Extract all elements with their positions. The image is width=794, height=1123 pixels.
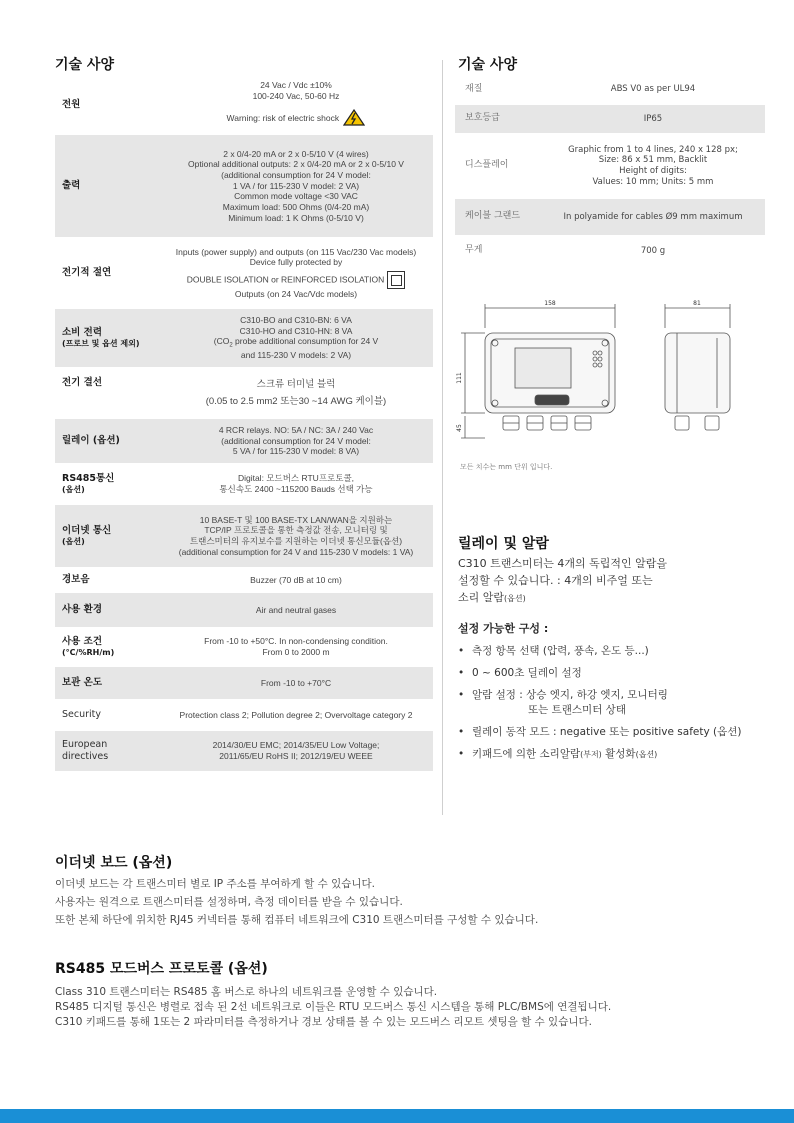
spec-label: 전원: [55, 76, 159, 134]
spec-value: (0.05 to 2.5 mm2 또는30 ~14 AWG 케이블): [205, 396, 387, 407]
paragraph-line: C310 키패드를 통해 1또는 2 파라미터를 측정하거나 경보 상태를 볼 수 있는 모드버스 리모트 셋팅을 할 수 있습니다.: [55, 1016, 592, 1029]
left-section-title: 기술 사양: [55, 57, 114, 73]
paragraph-line: 이더넷 보드는 각 트랜스미터 별로 IP 주소를 부여하게 할 수 있습니다.: [55, 878, 376, 890]
spec-value: (additional consumption for 24 V and 115-230 V models: 1 VA): [178, 546, 414, 557]
spec-value: (additional consumption for 24 V model:: [221, 435, 371, 446]
spec-label: 이더넷 통신: [62, 525, 112, 537]
spec-row-relay: [55, 418, 433, 464]
spec-value: Maximum load: 500 Ohms (0/4-20 mA): [222, 201, 370, 212]
spec-label: 재질: [455, 76, 541, 104]
spec-value: Values: 10 mm; Units: 5 mm: [592, 176, 714, 187]
config-title: 설정 가능한 구성 :: [458, 622, 549, 635]
spec-value: ABS V0 as per UL94: [541, 76, 765, 104]
spec-value: Graphic from 1 to 4 lines, 240 x 128 px;: [568, 144, 738, 155]
spec-label: 릴레이 (옵션): [55, 418, 159, 464]
spec-label: European directives: [55, 730, 159, 772]
technical-drawing: [455, 298, 765, 448]
spec-row-isolation: [55, 238, 433, 308]
dim-depth-label: 81: [693, 300, 701, 307]
spec-value: probe additional consumption for 24 V: [232, 336, 379, 347]
spec-value: 4 RCR relays. NO: 5A / NC: 3A / 240 Vac: [218, 425, 374, 436]
spec-row-weight: [455, 236, 765, 266]
spec-label: 출력: [55, 134, 159, 238]
spec-label: 경보음: [55, 568, 159, 592]
spec-row-gland: [455, 198, 765, 236]
spec-value: Height of digits:: [619, 166, 687, 176]
spec-value: (CO: [213, 336, 230, 347]
spec-row-material: [455, 76, 765, 104]
list-item-text: 활성화: [601, 747, 636, 760]
spec-row-alarm: [55, 568, 433, 592]
config-list: [458, 644, 778, 769]
dim-height-label: 111: [456, 372, 463, 384]
spec-value: Inputs (power supply) and outputs (on 115 Vac/230 Vac models): [175, 246, 417, 257]
spec-value: (additional consumption for 24 V model:: [221, 170, 371, 181]
spec-label: 사용 조건: [62, 636, 103, 648]
spec-row-consumption: [55, 308, 433, 368]
dim-gland-label: 45: [456, 424, 463, 432]
spec-label: 소비 전력: [62, 327, 103, 339]
spec-row-wiring: [55, 368, 433, 418]
relay-description: [458, 555, 778, 606]
spec-row-environment: [55, 592, 433, 628]
spec-value: C310-BO and C310-BN: 6 VA: [240, 314, 352, 325]
spec-value: 스크류 터미널 블럭: [256, 378, 336, 390]
spec-value: Optional additional outputs: 2 x 0/4-20 mA or 2 x 0-5/10 V: [188, 159, 404, 170]
spec-value: Buzzer (70 dB at 10 cm): [159, 568, 433, 592]
spec-value: 1 VA / for 115-230 V model: 2 VA): [232, 180, 360, 191]
ethernet-paragraph: [55, 876, 775, 930]
spec-value: Size: 86 x 51 mm, Backlit: [598, 155, 708, 166]
spec-value: 2014/30/EU EMC; 2014/35/EU Low Voltage;: [212, 740, 380, 751]
list-item-small: (옵션): [635, 749, 658, 759]
spec-label-sub: (옵션): [62, 536, 85, 546]
spec-value: From 0 to 2000 m: [262, 647, 330, 657]
spec-value: 통신속도 2400 ~115200 Bauds 선택 가능: [219, 484, 373, 494]
spec-row-protection: [455, 104, 765, 134]
spec-value: 24 Vac / Vdc ±10%: [260, 80, 332, 91]
list-item: [458, 747, 778, 763]
dim-width-label: 158: [544, 300, 556, 307]
list-item: [458, 688, 778, 720]
spec-value: From -10 to +70°C: [159, 666, 433, 700]
list-item-small: (부저): [580, 749, 602, 759]
spec-value: TCP/IP 프로토콜을 통한 측정값 전송, 모니터링 및: [204, 525, 388, 536]
right-section-title: 기술 사양: [458, 57, 517, 73]
rs485-paragraph: [55, 985, 775, 1031]
double-isolation-icon: [387, 271, 405, 289]
paragraph-line: 사용자는 원격으로 트랜스미터를 설정하며, 측정 데이터를 받을 수 있습니다.: [55, 895, 403, 908]
spec-value: Outputs (on 24 Vac/Vdc models): [234, 288, 358, 299]
spec-label: 사용 환경: [55, 592, 159, 628]
spec-value: IP65: [541, 104, 765, 134]
spec-label-sub: (옵션): [62, 484, 85, 494]
spec-row-conditions: [55, 628, 433, 666]
spec-label: 무게: [455, 236, 541, 266]
list-item: • 0 ~ 600초 딜레이 설정: [458, 666, 778, 682]
spec-label: 전기적 절연: [55, 238, 159, 308]
spec-label: 보관 온도: [55, 666, 159, 700]
spec-value: DOUBLE ISOLATION or REINFORCED ISOLATION: [186, 274, 385, 285]
right-spec-table: [455, 76, 765, 267]
paragraph-line: 또한 본체 하단에 위치한 RJ45 커넥터를 통해 컴퓨터 네트워크에 C310 트랜스미터를 구성할 수 있습니다.: [55, 913, 539, 926]
ethernet-section-title: 이더넷 보드 (옵션): [55, 855, 173, 871]
spec-label: Security: [55, 700, 159, 730]
spec-row-ethernet: [55, 504, 433, 568]
spec-row-directives: [55, 730, 433, 772]
spec-value: Device fully protected by: [249, 257, 343, 268]
left-spec-table: [55, 76, 433, 773]
spec-row-display: [455, 134, 765, 198]
paragraph-line: RS485 디지털 통신은 병렬로 접속 된 2선 네트워크로 이들은 RTU 모드버스 통신 시스템을 통해 PLC/BMS에 연결됩니다.: [55, 1001, 612, 1014]
spec-value: Digital: 모드버스 RTU프로토콜,: [237, 473, 355, 484]
spec-value-sub: 2: [229, 342, 233, 349]
spec-row-rs485: [55, 464, 433, 504]
footer-accent-bar: [0, 1109, 794, 1123]
spec-row-security: [55, 700, 433, 730]
dimensions-caption: 모든 치수는 mm 단위 입니다.: [460, 463, 553, 471]
spec-label-sub: (°C/%RH/m): [62, 647, 115, 657]
list-item-text: • 알람 설정 : 상승 엣지, 하강 엣지, 모니터링: [472, 688, 668, 701]
spec-value: Air and neutral gases: [159, 592, 433, 628]
list-item-text: 또는 트랜스미터 상태: [528, 704, 626, 717]
spec-value: and 115-230 V models: 2 VA): [240, 350, 352, 361]
electric-shock-warning-icon: [343, 109, 365, 129]
spec-value: 700 g: [541, 236, 765, 266]
rs485-section-title: RS485 모드버스 프로토콜 (옵션): [55, 961, 268, 977]
spec-value: 5 VA / for 115-230 V model: 8 VA): [232, 446, 360, 457]
relay-text: 설정할 수 있습니다. : 4개의 비주얼 또는: [458, 574, 653, 588]
spec-row-output: [55, 134, 433, 238]
spec-value: 2011/65/EU RoHS II; 2012/19/EU WEEE: [219, 751, 373, 761]
spec-row-power: [55, 76, 433, 134]
column-divider: [442, 60, 443, 815]
relay-text: 소리 알람: [458, 591, 505, 605]
spec-value: From -10 to +50°C. In non-condensing condition.: [204, 636, 388, 647]
spec-value: Common mode voltage <30 VAC: [234, 191, 358, 202]
list-item: • 릴레이 동작 모드 : negative 또는 positive safety (옵션): [458, 725, 778, 741]
paragraph-line: Class 310 트랜스미터는 RS485 홈 버스로 하나의 네트워크를 운영할 수 있습니다.: [55, 986, 438, 998]
spec-row-storage: [55, 666, 433, 700]
spec-value: In polyamide for cables Ø9 mm maximum: [541, 198, 765, 236]
spec-label: 전기 결선: [55, 368, 159, 418]
spec-value: 2 x 0/4-20 mA or 2 x 0-5/10 V (4 wires): [223, 148, 369, 159]
spec-value: Protection class 2; Pollution degree 2; Overvoltage category 2: [159, 700, 433, 730]
relay-text: C310 트랜스미터는 4개의 독립적인 알람을: [458, 557, 668, 570]
list-item: • 측정 항목 선택 (압력, 풍속, 온도 등...): [458, 644, 778, 660]
relay-section-title: 릴레이 및 알람: [458, 536, 549, 552]
spec-label: 케이블 그랜드: [455, 198, 541, 236]
spec-label: RS485통신: [62, 473, 115, 485]
spec-value: Minimum load: 1 K Ohms (0-5/10 V): [228, 212, 364, 223]
spec-value: C310-HO and C310-HN: 8 VA: [239, 325, 353, 336]
relay-text-small: (옵션): [504, 594, 526, 604]
spec-value: 트랜스미터의 유지보수를 지원하는 이더넷 통신모듈(옵션): [189, 536, 403, 546]
spec-label: 보호등급: [455, 104, 541, 134]
list-item-text: 키패드에 의한 소리알람: [472, 747, 581, 760]
spec-label: 디스플레이: [455, 134, 541, 198]
spec-label-sub: (프로브 및 옵션 제외): [62, 338, 140, 348]
warning-text: Warning: risk of electric shock: [226, 113, 340, 124]
spec-value: 100-240 Vac, 50-60 Hz: [252, 90, 340, 101]
spec-value: 10 BASE-T 및 100 BASE-TX LAN/WAN을 지원하는: [199, 514, 393, 525]
